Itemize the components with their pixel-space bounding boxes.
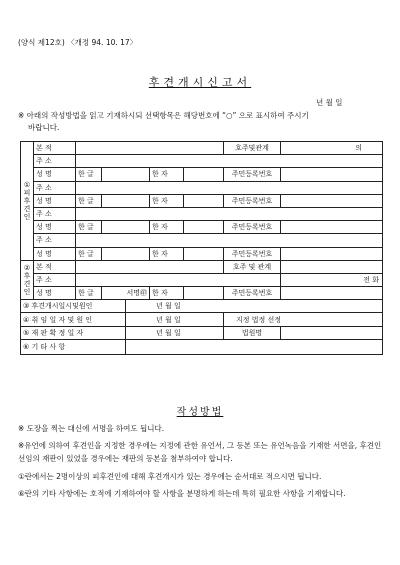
ward-name-label: 성 명 [34, 168, 76, 181]
guardian-hanja-label: 한 자 [150, 287, 184, 300]
guide-notes [18, 422, 388, 504]
ward-hangul-field[interactable] [102, 168, 150, 181]
guardian-domicile-field[interactable] [76, 260, 224, 273]
form-number: (양식 제12호) 〈개정 94. 10. 17〉 [18, 38, 138, 47]
row4-date-field[interactable]: 년 월 일 [126, 313, 224, 326]
ward-hangul-field[interactable] [102, 194, 150, 207]
ward-domicile-label: 본 적 [34, 142, 76, 155]
row4-label: ④ 취 임 일 자 및 원 인 [21, 313, 126, 326]
ward-hanja-label: 한 자 [150, 221, 184, 234]
row3-date-field[interactable]: 년 월 일 [126, 300, 383, 313]
ward-id-label: 주민등록번호 [224, 194, 281, 207]
ward-hangul-label: 한 글 [76, 247, 102, 260]
ward-hanja-field[interactable] [184, 247, 224, 260]
ward-head-relation-label: 호주및관계 [224, 142, 281, 155]
ward-id-label: 주민등록번호 [224, 221, 281, 234]
ward-address-field[interactable] [76, 155, 383, 168]
row4-cause-options[interactable]: 지정 법정 선정 [224, 313, 383, 326]
guardian-phone-label: 전 화 [281, 273, 383, 286]
row5-date-field[interactable]: 년 월 일 [126, 326, 224, 339]
date-line[interactable]: 년 월 일 [316, 98, 343, 107]
guardian-signature-field[interactable]: 서명㊞ [102, 287, 150, 300]
ward-address-label: 주 소 [34, 155, 76, 168]
ward-hanja-field[interactable] [184, 194, 224, 207]
ward-hanja-label: 한 자 [150, 194, 184, 207]
ward-address-field[interactable] [76, 234, 383, 247]
guardian-address-label: 주 소 [34, 273, 76, 286]
guardian-id-label: 주민등록번호 [224, 287, 281, 300]
ward-id-label: 주민등록번호 [224, 168, 281, 181]
ward-id-field[interactable] [281, 168, 383, 181]
ward-id-label: 주민등록번호 [224, 247, 281, 260]
row5-label: ⑤ 재 판 확 정 일 자 [21, 326, 126, 339]
instruction-line-1: ※ 아래의 작성방법을 읽고 기재하시되 선택항목은 해당번호에 “○” 으로 표시하여 주시기 [18, 111, 309, 120]
ward-hanja-field[interactable] [184, 168, 224, 181]
ward-address-field[interactable] [76, 181, 383, 194]
row5-court-field[interactable] [281, 326, 383, 339]
guide-note: ①란에서는 2명이상의 피후견인에 대해 후견개시가 있는 경우에는 순서대로 적으시면 됩니다. [18, 471, 322, 481]
ward-hanja-label: 한 자 [150, 168, 184, 181]
ward-name-label: 성 명 [34, 247, 76, 260]
ward-address-label: 주 소 [34, 207, 76, 220]
guardian-id-field[interactable] [281, 287, 383, 300]
ward-hangul-label: 한 글 [76, 194, 102, 207]
guide-note: ⑥란의 기타 사항에는 호적에 기재하여야 할 사항을 분명하게 하는데 특히 필요한 사항을 기재합니다. [18, 488, 346, 498]
ward-group-label: ① 피 후 견 인 [21, 142, 34, 261]
ward-hangul-label: 한 글 [76, 221, 102, 234]
guardian-head-relation-field[interactable] [281, 260, 383, 273]
row6-label: ⑥ 기 타 사 항 [21, 339, 126, 354]
ward-address-field[interactable] [76, 207, 383, 220]
ward-address-label: 주 소 [34, 181, 76, 194]
ward-id-field[interactable] [281, 247, 383, 260]
guardian-head-relation-label: 호주 및 관계 [224, 260, 281, 273]
ward-hangul-field[interactable] [102, 247, 150, 260]
guardian-domicile-label: 본 적 [34, 260, 76, 273]
ward-id-field[interactable] [281, 194, 383, 207]
guardian-name-label: 성 명 [34, 287, 76, 300]
row5-court-label: 법원명 [224, 326, 281, 339]
guardian-hanja-field[interactable] [184, 287, 224, 300]
ward-head-relation-field[interactable]: 의 [281, 142, 383, 155]
ward-hanja-label: 한 자 [150, 247, 184, 260]
guardian-group-label: ② 후 견 인 [21, 260, 34, 300]
ward-hangul-label: 한 글 [76, 168, 102, 181]
row3-label: ③ 후견개시일시및원인 [21, 300, 126, 313]
ward-name-label: 성 명 [34, 194, 76, 207]
ward-id-field[interactable] [281, 221, 383, 234]
guide-note: ※유언에 의하여 후견인을 지정한 경우에는 지정에 관한 유언서, 그 등본 또는 유언녹음을 기재한 서면을, 후견인 선임의 재판이 있었을 경우에는 재판의 등본을 첨부하여야 합니다. [18, 441, 382, 464]
report-form-table [20, 141, 383, 355]
row6-field[interactable] [126, 339, 383, 354]
ward-address-label: 주 소 [34, 234, 76, 247]
ward-domicile-field[interactable] [76, 142, 224, 155]
ward-hanja-field[interactable] [184, 221, 224, 234]
form-title: 후견개시신고서 [148, 76, 252, 89]
ward-hangul-field[interactable] [102, 221, 150, 234]
ward-name-label: 성 명 [34, 221, 76, 234]
guardian-hangul-label: 한 글 [76, 287, 102, 300]
instruction-line-2: 바랍니다. [28, 123, 60, 132]
guide-title: 작성방법 [176, 407, 224, 418]
guide-note: ※ 도장을 찍는 대신에 서명을 하여도 됩니다. [18, 424, 165, 433]
guardian-address-field[interactable] [76, 273, 281, 286]
